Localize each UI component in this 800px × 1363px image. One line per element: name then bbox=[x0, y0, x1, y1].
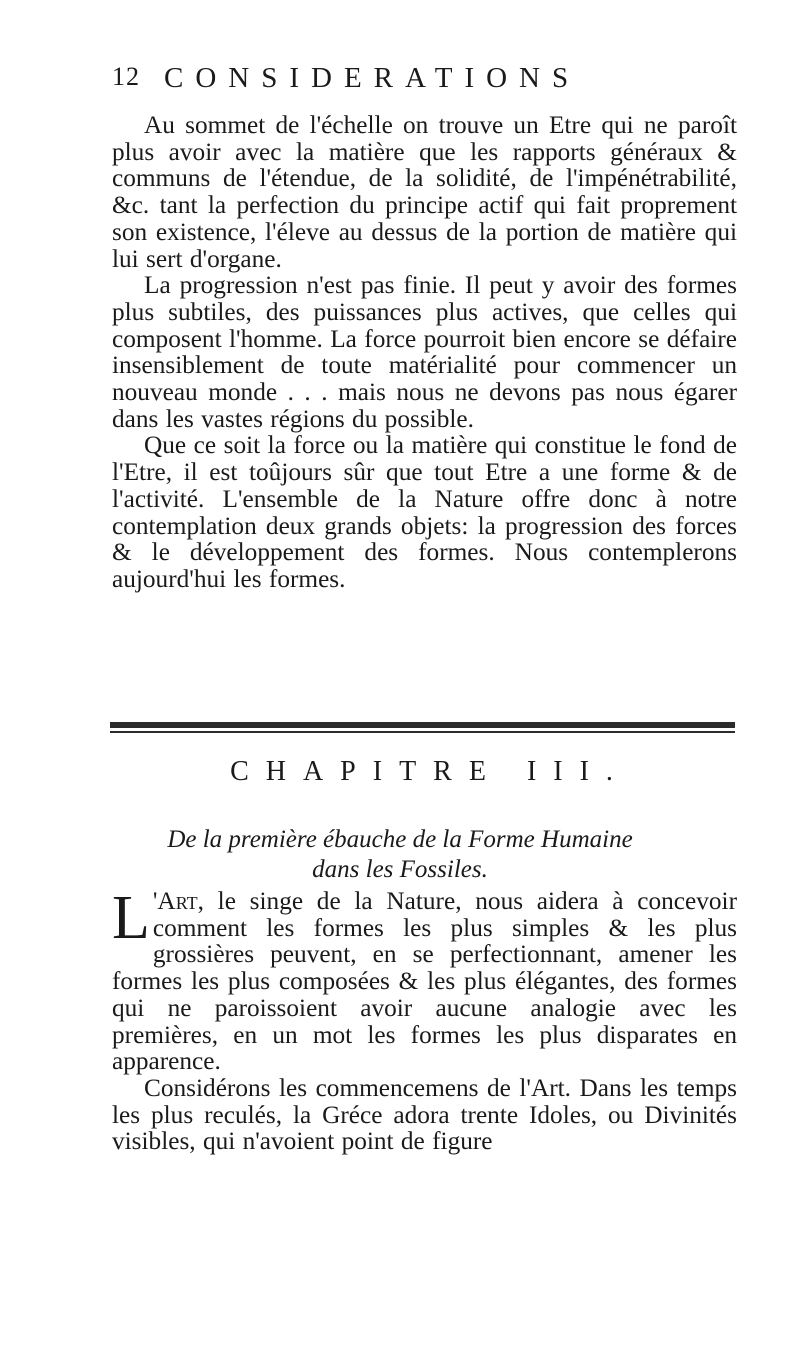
running-head-title: CONSIDERATIONS bbox=[164, 62, 581, 94]
chapter-title-line-1: De la première ébauche de la Forme Humaine bbox=[167, 826, 633, 853]
opening-text: , le singe de la Nature, nous aidera à concevoir comment les formes les plus simples & les plus grossières peuvent, en se perfectionnant, amener les formes les plus composées & les plus élégantes, des formes qui ne paroissoient avoir aucune analogie avec les premières, en un mot les formes les plus disparates en apparence. bbox=[112, 887, 737, 1076]
section-divider bbox=[110, 722, 735, 734]
drop-cap: L bbox=[112, 884, 150, 952]
opening-paragraph bbox=[112, 884, 737, 1076]
running-head bbox=[112, 62, 722, 102]
chapter-title-line-2: dans les Fossiles. bbox=[312, 856, 488, 883]
opening-lead-word: 'Art bbox=[152, 887, 198, 915]
chapter-opening bbox=[112, 884, 737, 1156]
divider-thin-rule bbox=[110, 731, 735, 733]
divider-thick-rule bbox=[110, 722, 735, 728]
page-number: 12 bbox=[112, 62, 140, 91]
paragraph-considerons: Considérons les commencemens de l'Art. Dans les temps les plus reculés, la Gréce adora trente Idoles, ou Divinités visibles, qui n'avoient point de figure bbox=[112, 1073, 737, 1156]
paragraph-2: La progression n'est pas finie. Il peut y avoir des formes plus subtiles, des puissances plus actives, que celles qui composent l'homme. La force pourroit bien encore se défaire insensiblement de toute matérialité pour commencer un nouveau monde . . . mais nous ne devons pas nous égarer dans les vastes régions du possible. bbox=[112, 271, 737, 433]
paragraph-3: Que ce soit la force ou la matière qui constitue le fond de l'Etre, il est toûjours sûr que tout Etre a une forme & de l'activité. L'ensemble de la Nature offre donc à notre contemplation deux grands objets: la progression des forces & le développement des formes. Nous contemplerons aujourd'hui les formes. bbox=[112, 431, 737, 593]
chapter-heading: CHAPITRE III. bbox=[230, 756, 630, 787]
paragraph-1: Au sommet de l'échelle on trouve un Etre qui ne paroît plus avoir avec la matière que les rapports généraux & communs de l'étendue, de la solidité, de l'impénétrabilité, &c. tant la perfection du principe actif qui fait proprement son existence, l'éleve au dessus de la portion de matière qui lui sert d'organe. bbox=[112, 111, 737, 273]
chapter-title bbox=[0, 825, 800, 885]
body-text bbox=[112, 112, 737, 593]
